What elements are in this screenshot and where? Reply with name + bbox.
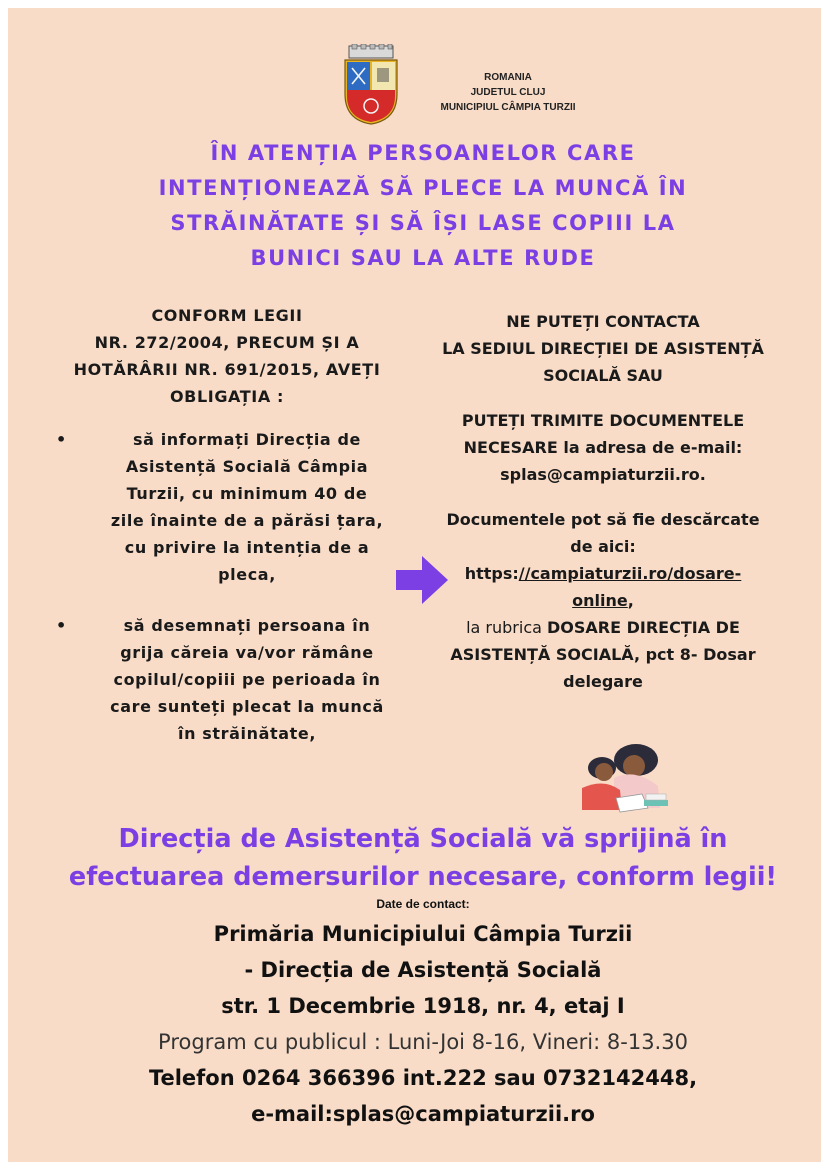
link-prefix: https:: [464, 564, 519, 583]
bullet-line: în străinătate,: [178, 724, 316, 743]
title-line: STRĂINĂTATE ȘI SĂ ÎȘI LASE COPIII LA: [170, 211, 676, 235]
bullet-line: Turzii, cu minimum 40 de: [126, 484, 368, 503]
bullet-line: copilul/copiii pe perioada în: [113, 670, 381, 689]
bullet-line: grija căreia va/vor rămâne: [120, 643, 374, 662]
phone[interactable]: Telefon 0264 366396 int.222 sau 0732142448,: [148, 1066, 698, 1090]
bullet-line: pleca,: [218, 565, 276, 584]
coat-of-arms-icon: [341, 44, 401, 126]
slogan-line: efectuarea demersurilor necesare, conform legii!: [68, 862, 778, 892]
visit-line: LA SEDIUL DIRECȚIEI DE ASISTENȚĂ: [442, 339, 764, 358]
visit-info: [428, 308, 778, 389]
list-item: [46, 612, 408, 747]
address: str. 1 Decembrie 1918, nr. 4, etaj I: [221, 994, 625, 1018]
visit-line: SOCIALĂ SAU: [543, 366, 663, 385]
slogan-line: Direcția de Asistență Socială vă sprijină în: [118, 824, 728, 854]
contact-section: [428, 308, 778, 695]
mother-child-reading-illustration: [564, 738, 674, 816]
title-line: ÎN ATENȚIA PERSOANELOR CARE: [210, 141, 636, 165]
email-link[interactable]: splas@campiaturzii.ro.: [500, 465, 706, 484]
law-line: CONFORM LEGII: [151, 306, 303, 325]
municipality-label: MUNICIPIUL CÂMPIA TURZII: [440, 102, 576, 113]
contact-label: Date de contact:: [376, 897, 470, 911]
title-line: INTENȚIONEAZĂ SĂ PLECE LA MUNCĂ ÎN: [158, 176, 688, 200]
rubric-line: delegare: [563, 672, 643, 691]
county-label: JUDETUL CLUJ: [470, 87, 546, 98]
law-line: OBLIGAȚIA :: [169, 387, 285, 406]
bullet-line: care sunteți plecat la muncă: [110, 697, 384, 716]
department-name: - Direcția de Asistență Socială: [244, 958, 602, 982]
visit-line: NE PUTEȚI CONTACTA: [506, 312, 700, 331]
law-reference: [46, 302, 408, 410]
download-line: de aici:: [570, 537, 636, 556]
law-line: NR. 272/2004, PRECUM ȘI A: [94, 333, 360, 352]
slogan: [48, 820, 798, 896]
bullet-marker: •: [56, 616, 67, 635]
obligations-section: [46, 302, 408, 747]
schedule: Program cu publicul : Luni-Joi 8-16, Vineri: 8-13.30: [158, 1030, 688, 1054]
download-info: [428, 506, 778, 695]
law-line: HOTĂRÂRII NR. 691/2015, AVEȚI: [73, 360, 381, 379]
link-text-end[interactable]: online: [572, 591, 628, 610]
title-line: BUNICI SAU LA ALTE RUDE: [250, 246, 596, 270]
download-line: Documentele pot să fie descărcate: [446, 510, 760, 529]
country-label: ROMANIA: [484, 72, 532, 83]
rubric-bold: DOSARE DIRECȚIA DE: [547, 618, 740, 637]
contact-block: [68, 916, 778, 1132]
bullet-line: Asistență Socială Câmpia: [125, 457, 369, 476]
government-header: [418, 70, 598, 115]
dosare-link[interactable]: [428, 560, 778, 587]
rubric-line: ASISTENȚĂ SOCIALĂ, pct 8- Dosar: [450, 645, 756, 664]
list-item: [46, 426, 408, 588]
bullet-line: cu privire la intenția de a: [124, 538, 370, 557]
bullet-marker: •: [56, 430, 67, 449]
link-text: //campiaturzii.ro/dosare-: [518, 564, 742, 583]
bullet-line: zile înainte de a părăsi țara,: [110, 511, 384, 530]
bullet-line: să desemnați persoana în: [123, 616, 371, 635]
send-info: [428, 407, 778, 488]
send-bold: NECESARE: [463, 438, 558, 457]
institution-name: Primăria Municipiului Câmpia Turzii: [213, 922, 633, 946]
link-suffix: ,: [627, 591, 634, 610]
page-title: [128, 136, 718, 276]
flyer: [8, 8, 821, 1162]
send-rest: la adresa de e-mail:: [557, 438, 743, 457]
rubric-prefix: la rubrica: [466, 618, 548, 637]
bullet-line: să informați Direcția de: [133, 430, 361, 449]
footer-email[interactable]: e-mail:splas@campiaturzii.ro: [251, 1102, 595, 1126]
send-title: PUTEȚI TRIMITE DOCUMENTELE: [461, 411, 745, 430]
